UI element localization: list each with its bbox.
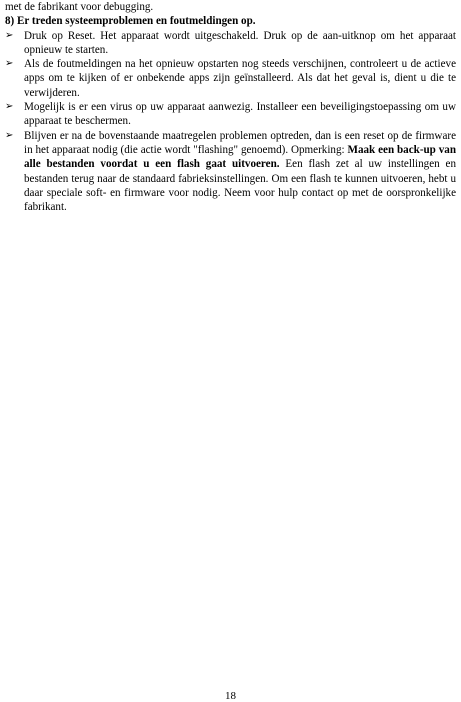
document-body xyxy=(5,0,456,214)
bullet-item-virus xyxy=(5,100,456,129)
page-number: 18 xyxy=(225,690,236,702)
bullet-item-reset xyxy=(5,29,456,58)
bullet-text-intro: Blijven er na de bovenstaande maatregelen problemen optreden, dan is een reset op de firmware in het apparaat nodig (die actie wordt "flashing" genoemd). Opmerking: xyxy=(24,129,456,156)
arrow-bullet-icon: ➢ xyxy=(5,101,14,113)
arrow-bullet-icon: ➢ xyxy=(5,129,14,141)
bullet-text-rest: Een flash zet al uw instellingen en bestanden terug naar de standaard fabrieksinstellingen. Om een flash te kunnen uitvoeren, hebt u daar speciale soft- en firmware voor nodig. Neem voor hulp contact op met de oorspronkelijke fabrikant. xyxy=(24,158,456,214)
bullet-text xyxy=(24,129,456,215)
bullet-text: Als de foutmeldingen na het opnieuw opstarten nog steeds verschijnen, controleert u de actieve apps om te kijken of er onbekende apps zijn geïnstalleerd. Als dat het geval is, dient u die te verwijderen. xyxy=(24,58,456,99)
bullet-text: Druk op Reset. Het apparaat wordt uitgeschakeld. Druk op de aan-uitknop om het apparaat opnieuw te starten. xyxy=(24,29,456,56)
bullet-item-check-apps xyxy=(5,57,456,100)
section-heading: 8) Er treden systeemproblemen en foutmeldingen op. xyxy=(5,15,256,28)
backup-warning: Maak een back-up van alle bestanden voordat u een flash gaat uitvoeren. xyxy=(24,143,457,171)
bullet-text: Mogelijk is er een virus op uw apparaat aanwezig. Installeer een beveiligingstoepassing om uw apparaat te beschermen. xyxy=(24,101,456,128)
arrow-bullet-icon: ➢ xyxy=(5,29,14,41)
bullet-item-flashing xyxy=(5,129,456,215)
intro-line: met de fabrikant voor debugging. xyxy=(5,1,154,13)
arrow-bullet-icon: ➢ xyxy=(5,58,14,70)
